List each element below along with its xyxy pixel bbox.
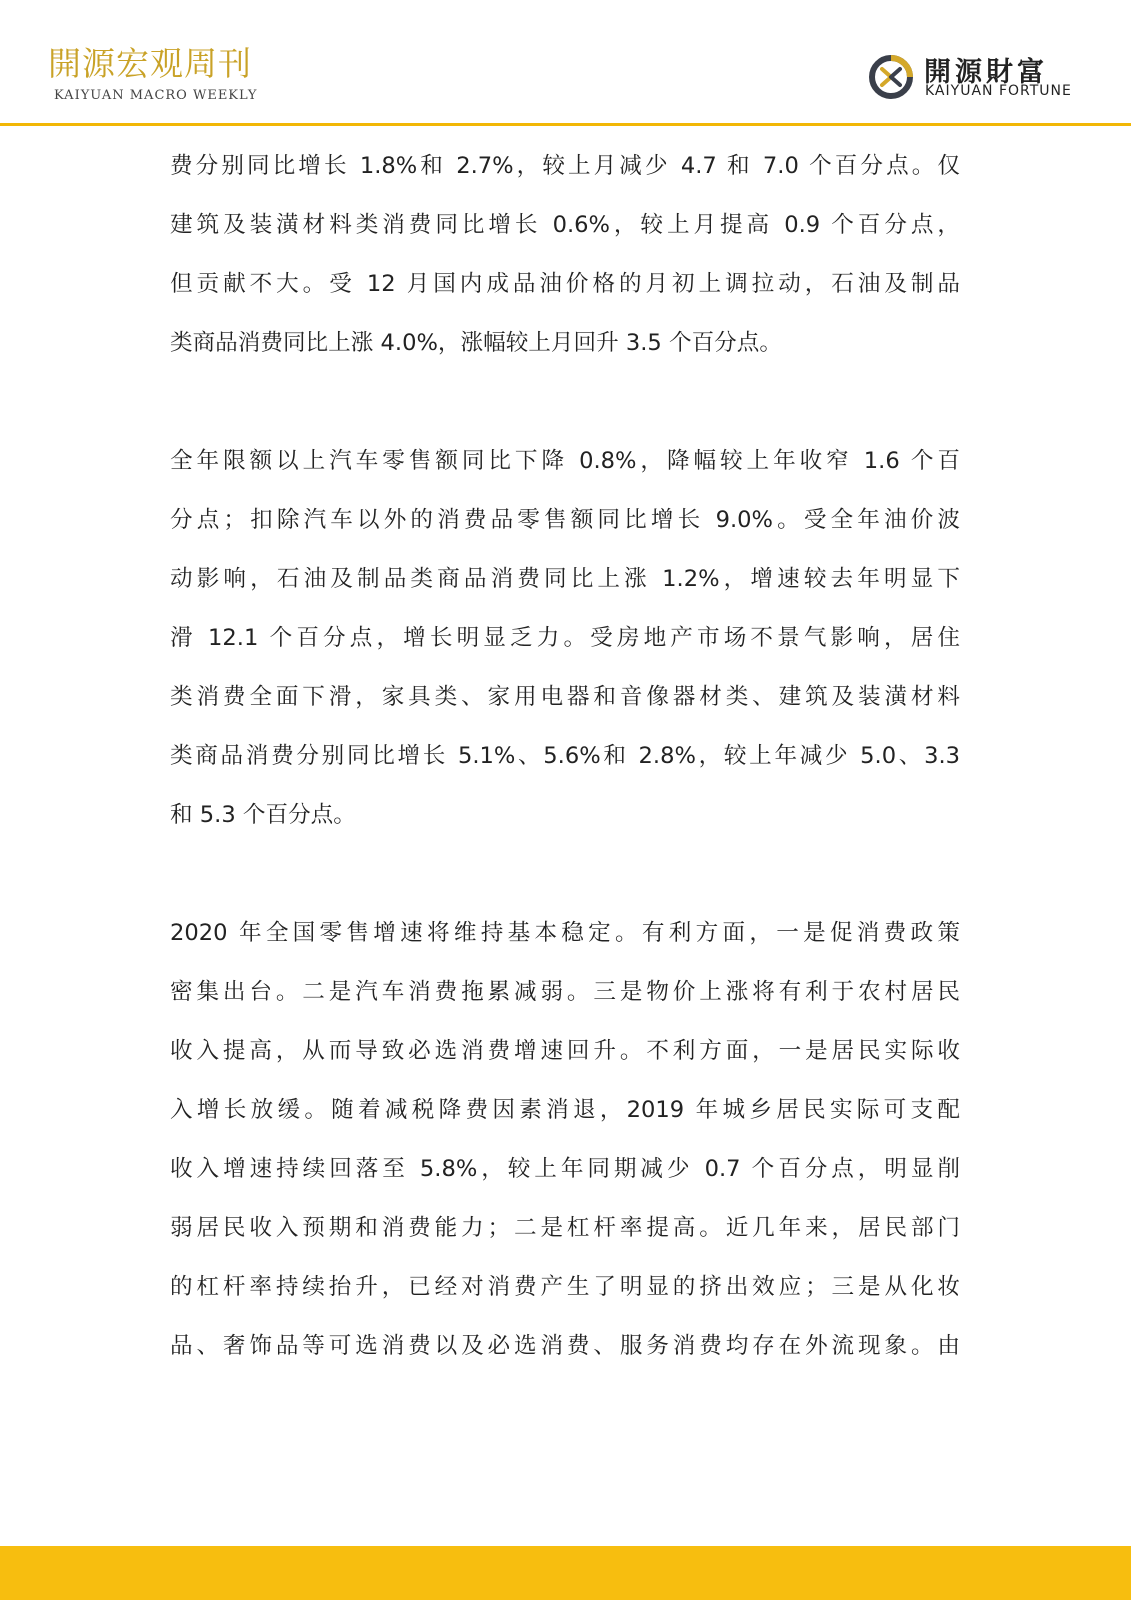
text-line: 和 5.3 个百分点。 xyxy=(170,802,356,828)
text-line: 滑 12.1 个百分点，增长明显乏力。受房地产市场不景气影响，居住 xyxy=(170,625,960,651)
article-body xyxy=(170,137,960,1376)
paragraph-spacer xyxy=(170,845,960,904)
text-line: 入增长放缓。随着减税降费因素消退，2019 年城乡居民实际可支配 xyxy=(170,1097,960,1123)
publication-title: 開源宏观周刊 xyxy=(48,44,252,83)
brand-name-en: KAIYUAN FORTUNE xyxy=(925,83,1072,99)
footer-bar xyxy=(0,1546,1131,1600)
publication-subtitle: KAIYUAN MACRO WEEKLY xyxy=(54,88,258,103)
paragraph-annual-auto-sales xyxy=(170,432,960,845)
text-line: 费分别同比增长 1.8%和 2.7%，较上月减少 4.7 和 7.0 个百分点。仅 xyxy=(170,153,960,179)
page-header xyxy=(0,0,1131,125)
paragraph-2020-outlook xyxy=(170,904,960,1376)
brand-name-cn: 開源財富 xyxy=(924,57,1048,88)
paragraph-spacer xyxy=(170,373,960,432)
text-line: 收入提高，从而导致必选消费增速回升。不利方面，一是居民实际收 xyxy=(170,1038,960,1064)
text-line: 类消费全面下滑，家具类、家用电器和音像器材类、建筑及装潢材料 xyxy=(170,684,960,710)
text-line: 分点；扣除汽车以外的消费品零售额同比增长 9.0%。受全年油价波 xyxy=(170,507,960,533)
text-line: 动影响，石油及制品类商品消费同比上涨 1.2%，增速较去年明显下 xyxy=(170,566,960,592)
text-line: 收入增速持续回落至 5.8%，较上年同期减少 0.7 个百分点，明显削 xyxy=(170,1156,960,1182)
text-line: 2020 年全国零售增速将维持基本稳定。有利方面，一是促消费政策 xyxy=(170,920,960,946)
text-line: 全年限额以上汽车零售额同比下降 0.8%，降幅较上年收窄 1.6 个百 xyxy=(170,448,960,474)
header-divider xyxy=(0,123,1131,126)
text-line: 类商品消费分别同比增长 5.1%、5.6%和 2.8%，较上年减少 5.0、3.3 xyxy=(170,743,960,769)
text-line: 但贡献不大。受 12 月国内成品油价格的月初上调拉动，石油及制品 xyxy=(170,271,960,297)
kaiyuan-logo-icon xyxy=(868,54,914,100)
text-line: 品、奢饰品等可选消费以及必选消费、服务消费均存在外流现象。由 xyxy=(170,1333,960,1359)
text-line: 的杠杆率持续抬升，已经对消费产生了明显的挤出效应；三是从化妆 xyxy=(170,1274,960,1300)
text-line: 类商品消费同比上涨 4.0%，涨幅较上月回升 3.5 个百分点。 xyxy=(170,330,782,356)
text-line: 密集出台。二是汽车消费拖累减弱。三是物价上涨将有利于农村居民 xyxy=(170,979,960,1005)
text-line: 弱居民收入预期和消费能力；二是杠杆率提高。近几年来，居民部门 xyxy=(170,1215,960,1241)
brand-logo xyxy=(868,50,1118,106)
text-line: 建筑及装潢材料类消费同比增长 0.6%，较上月提高 0.9 个百分点， xyxy=(170,212,960,238)
paragraph-retail-categories xyxy=(170,137,960,373)
